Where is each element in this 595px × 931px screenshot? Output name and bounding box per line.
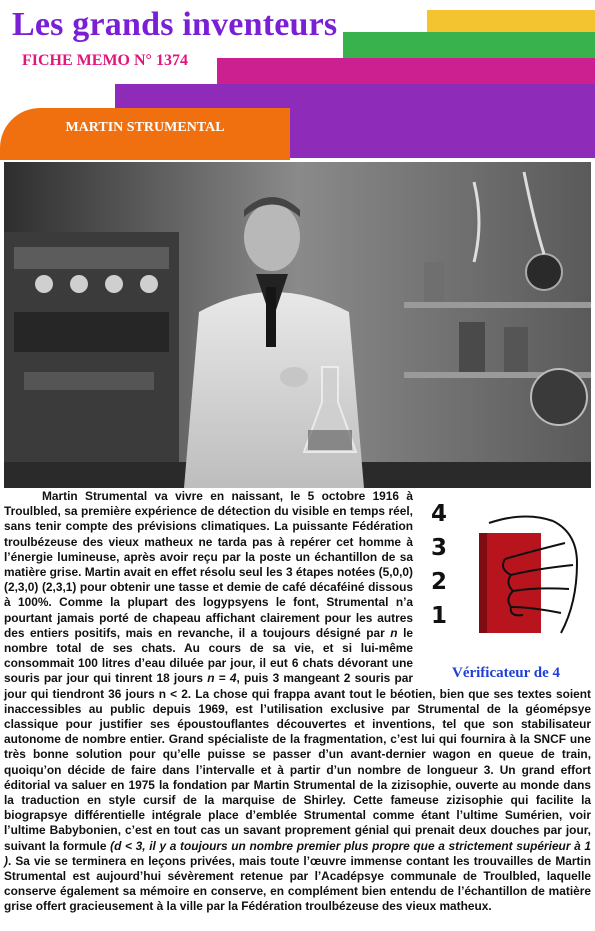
digit-2: 2 [430, 569, 447, 595]
digit-3: 3 [430, 535, 447, 561]
shower-formula: (d < 3, il y a toujours un nombre premier plus propre que a strictement supérieur à 1 ) [4, 838, 591, 868]
band-purple-low [285, 128, 595, 158]
text-part-a: Martin Strumental va vivre en naissant, le 5 octobre 1916 à Troulbled, sa première expérience de détection du visible en temps réel, sans tenir compte des prévisions climatiques. La puissante Fédération troulbézeuse des vieux matheux ne tarda pas à repérer cet homme à l’énergie lumineuse, après avoir reçu par la poste un échantillon de sa matière grise. Martin avait en effet résolu seul les 3 étapes notées (5,0,0) (2,3,0) (2,3,1) pour obtenir une tasse et demie de café décaféiné dissous à 100%. Comme la plupart des logypsyens le font, Strumental n’a pourtant jamais porté de chapeau affichant clairement pour les autres des entiers positifs, mais en revanche, il a toujours désigné par [4, 489, 413, 640]
page-title: Les grands inventeurs [12, 6, 338, 43]
variable-n-equals-4: n = 4 [207, 671, 237, 686]
verificateur-label: Vérificateur de 4 [451, 664, 561, 681]
verificateur-figure [421, 503, 591, 681]
variable-n: n [390, 625, 398, 640]
text-part-d: . Sa vie se terminera en leçons privées, mais toute l’œuvre immense contant les trouvailles de Martin Strumental est aujourd’hui sévèrement retenue par l’Acadépsye communale de Troulbled, laquelle conserve également sa mémoire en conserve, en complément bien entendu de l’échantillon de matière grise offert gracieusement à la ville par la Fédération troulbézeuse des vieux matheux. [4, 853, 591, 914]
fiche-number: FICHE MEMO N° 1374 [22, 52, 188, 69]
scientist-in-lab-photo [4, 162, 591, 488]
countdown-digits [425, 501, 453, 643]
hand-pressing-red-box-icon [465, 503, 585, 653]
header-banner [0, 0, 595, 162]
text-part-c: , puis 3 mangeant 2 souris par jour qui tiendront 36 jours n < 2. La chose qui frappa avant tout le béotien, bien que ses textes soient inaccessibles au public depuis 1969, est l’utilisation exclusive par Strumental de la géomépsye classique pour justifier ses époustouflantes découvertes et inventions, tel que son stabilisateur autonome de nombre entier. Grand spécialiste de la fragmentation, c’est lui qui fournira à la SNCF une très bonne solution pour qu’elle puisse se passer d’un avant-dernier wagon en queue de train, quoiqu’on décide de faire dans l’intervalle et à partir d’un nombre de longueur 3. Un grand effort éditorial va saluer en 1975 la fondation par Martin Strumental de la zizisophie, ouverte au monde dans la traduction en style cursif de la marquise de Shirley. Cette fameuse zizisophie qui facilite la biograpsye différentielle intégrale place d’emblée Strumental comme étant l’ultime Sumérien, voir l’ultime Babybonien, c’est en tout cas un savant proprement génial qui prenait deux douches par jour, suivant la formule [4, 671, 591, 853]
digit-4: 4 [430, 501, 447, 527]
inventor-name: MARTIN STRUMENTAL [65, 120, 225, 135]
text-part-b: le nombre total de ses chats. Au cours de sa vie, et si lui-même consommait 100 litres d’eau diluée par jour, il eut 6 chats dévorant une souris par jour qui tinrent 18 jours [4, 625, 413, 686]
digit-1: 1 [430, 603, 447, 629]
biography-text [4, 489, 591, 915]
